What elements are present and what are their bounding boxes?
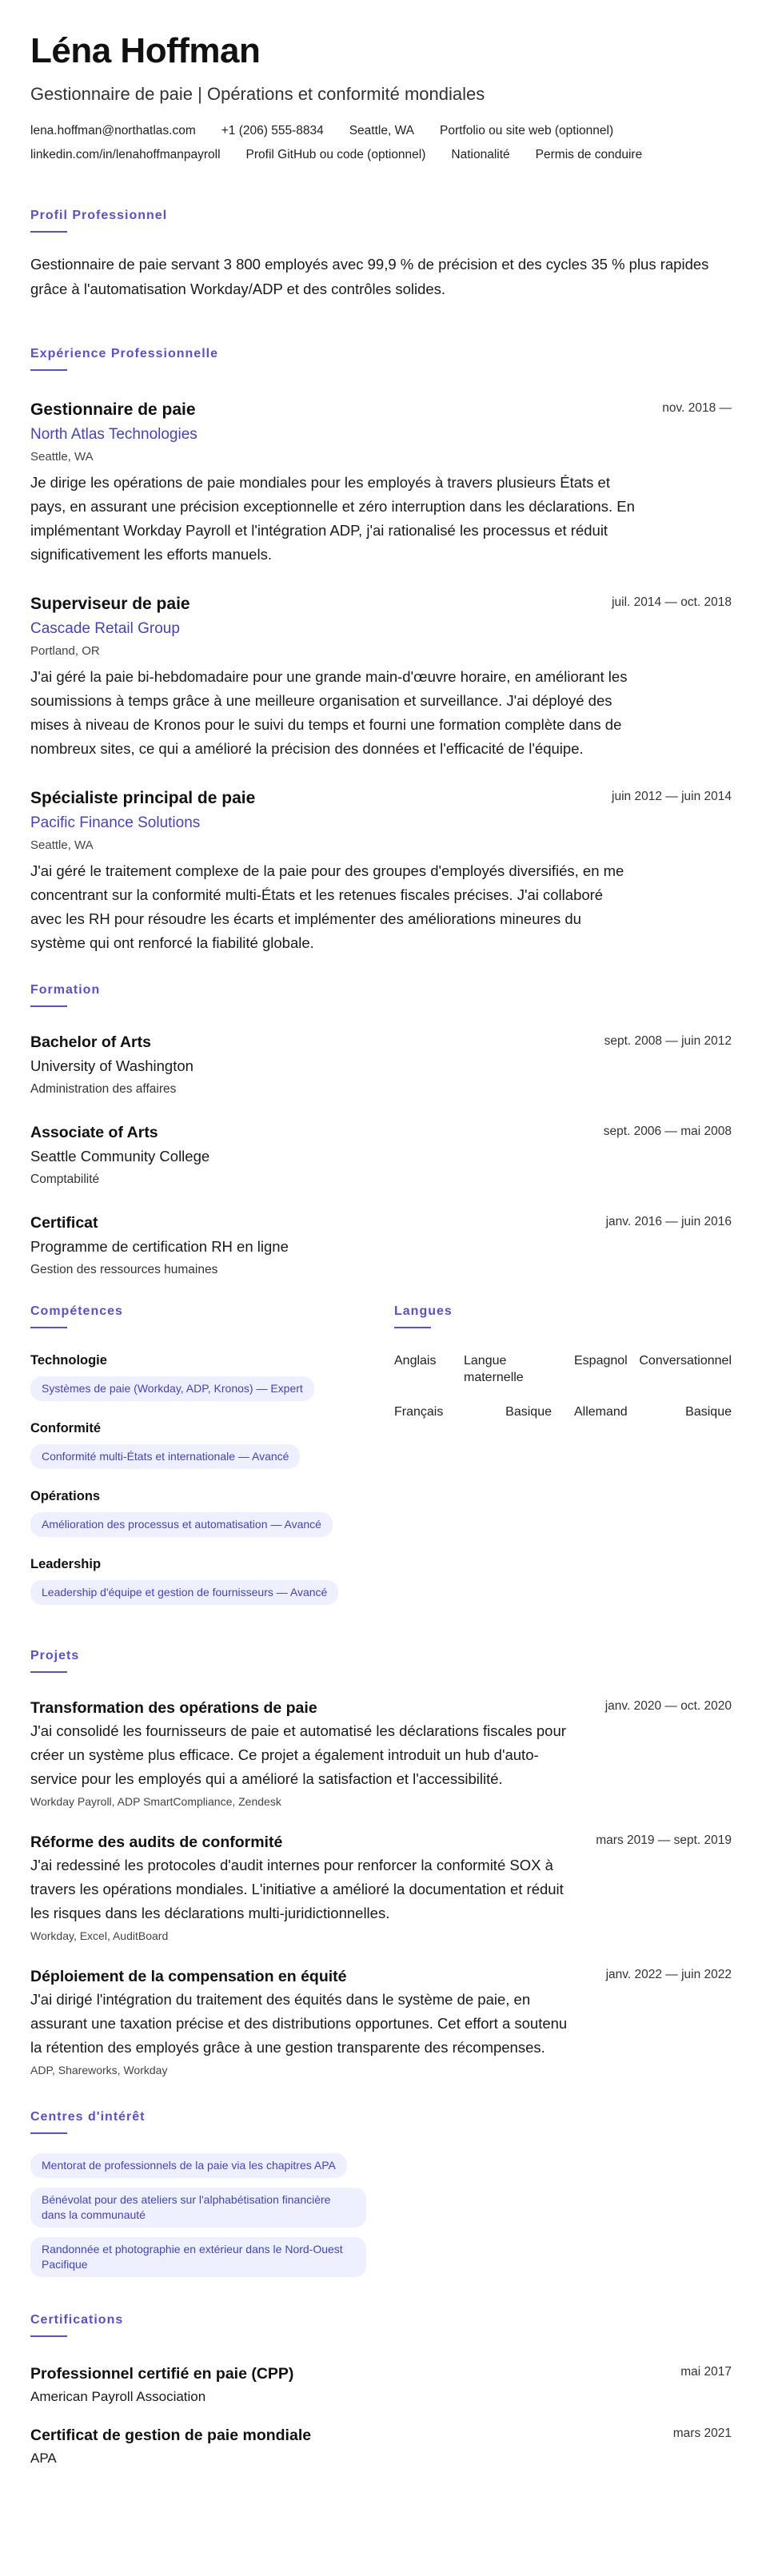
- education-dates: janv. 2016 — juin 2016: [605, 1215, 732, 1228]
- project-item: [30, 1698, 732, 1809]
- job-description: J'ai géré le traitement complexe de la paie pour des groupes d'employés diversifiés, en me concentrant sur la conformité multi-États et les retenues fiscales précises. J'ai collaboré avec les RH pour résoudre les écarts et implémenter des améliorations mineures du système qui ont renforcé la fiabilité globale.: [30, 862, 624, 951]
- education-dates: sept. 2006 — mai 2008: [603, 1125, 732, 1138]
- project-technologies: ADP, Shareworks, Workday: [30, 2064, 168, 2076]
- section-title: Compétences: [30, 1304, 123, 1318]
- job-location: Portland, OR: [30, 644, 100, 658]
- project-technologies: Workday, Excel, AuditBoard: [30, 1929, 169, 1942]
- skill-tag: Conformité multi-États et internationale — Avancé: [30, 1444, 300, 1469]
- contact-driving-license: Permis de conduire: [535, 148, 643, 161]
- education-dates: sept. 2008 — juin 2012: [604, 1034, 732, 1048]
- certification-date: mai 2017: [680, 2365, 732, 2379]
- section-divider: [30, 1671, 67, 1673]
- certification-issuer: APA: [30, 2451, 57, 2466]
- language-item: [574, 1403, 732, 1420]
- skills-languages-row: [30, 1304, 732, 1624]
- language-level: Basique: [685, 1405, 732, 1419]
- school-name: Programme de certification RH en ligne: [30, 1238, 289, 1255]
- skill-category: Opérations: [30, 1489, 101, 1503]
- interest-tag: Mentorat de professionnels de la paie via les chapitres APA: [30, 2153, 347, 2178]
- project-description: J'ai consolidé les fournisseurs de paie et automatisé les déclarations fiscales pour créer un système plus efficace. Ce projet a également introduit un hub d'auto-service pour les employés qui a amélioré la satisfaction et l'accessibilité.: [30, 1722, 566, 1787]
- education-item: [30, 1213, 732, 1278]
- skill-tag: Systèmes de paie (Workday, ADP, Kronos) — Expert: [30, 1376, 314, 1401]
- language-level: Basique: [505, 1405, 552, 1419]
- job-location: Seattle, WA: [30, 838, 94, 852]
- certification-name: Professionnel certifié en paie (CPP): [30, 2365, 294, 2383]
- contact-list: [30, 123, 732, 163]
- candidate-headline: Gestionnaire de paie | Opérations et conformité mondiales: [30, 84, 485, 104]
- job-dates: juin 2012 — juin 2014: [612, 790, 732, 803]
- candidate-name: Léna Hoffman: [30, 31, 261, 70]
- company-name[interactable]: North Atlas Technologies: [30, 426, 197, 443]
- job-title: Gestionnaire de paie: [30, 400, 196, 419]
- contact-email[interactable]: lena.hoffman@northatlas.com: [30, 124, 196, 137]
- section-title: Langues: [394, 1304, 453, 1318]
- project-dates: janv. 2022 — juin 2022: [605, 1968, 732, 1981]
- section-divider: [30, 369, 67, 371]
- section-title: Projets: [30, 1649, 80, 1662]
- certification-item: [30, 2426, 732, 2467]
- language-item: [394, 1352, 552, 1386]
- project-name: Déploiement de la compensation en équité: [30, 1968, 347, 1985]
- skill-category: Technologie: [30, 1353, 107, 1368]
- interests-section: [30, 2109, 732, 2277]
- field-of-study: Comptabilité: [30, 1173, 100, 1186]
- project-description: J'ai redessiné les protocoles d'audit internes pour renforcer la conformité SOX à travers les opérations mondiales. L'initiative a amélioré la documentation et réduit les risques dans les déclarations multi-juridictionnelles.: [30, 1857, 564, 1921]
- education-item: [30, 1123, 732, 1188]
- language-name: Anglais: [394, 1354, 437, 1368]
- contact-github[interactable]: Profil GitHub ou code (optionnel): [245, 148, 426, 161]
- section-title: Expérience Professionnelle: [30, 347, 218, 360]
- school-name: Seattle Community College: [30, 1148, 210, 1165]
- education-item: [30, 1033, 732, 1097]
- skill-group: [30, 1352, 394, 1401]
- project-name: Réforme des audits de conformité: [30, 1833, 283, 1851]
- language-name: Espagnol: [574, 1354, 628, 1368]
- job-dates: juil. 2014 — oct. 2018: [612, 595, 732, 609]
- language-item: [574, 1352, 732, 1386]
- experience-item: [30, 400, 732, 567]
- language-level: Conversationnel: [639, 1354, 732, 1368]
- field-of-study: Administration des affaires: [30, 1082, 177, 1096]
- skill-tag: Amélioration des processus et automatisation — Avancé: [30, 1512, 333, 1537]
- project-item: [30, 1833, 732, 1943]
- project-dates: mars 2019 — sept. 2019: [596, 1833, 732, 1847]
- contact-phone[interactable]: +1 (206) 555-8834: [221, 124, 324, 137]
- skill-group: [30, 1420, 394, 1469]
- company-name[interactable]: Pacific Finance Solutions: [30, 814, 201, 831]
- contact-nationality: Nationalité: [451, 148, 510, 161]
- degree: Certificat: [30, 1214, 98, 1232]
- section-divider: [30, 2132, 67, 2134]
- degree: Associate of Arts: [30, 1124, 158, 1141]
- language-level: Langue maternelle: [464, 1354, 524, 1384]
- job-description: Je dirige les opérations de paie mondiales pour les employés à travers plusieurs États et pays, en assurant une précision exceptionnelle et zéro interruption dans les déclarations. En implémentant Workday Payroll et l'intégration ADP, j'ai rationalisé les processus et réduit significativement les efforts manuels.: [30, 474, 635, 563]
- profile-summary: Gestionnaire de paie servant 3 800 employés avec 99,9 % de précision et des cycles 35 % plus rapides grâce à l'automatisation Workday/ADP et des contrôles solides.: [30, 256, 709, 297]
- experience-section: [30, 346, 732, 955]
- section-title: Certifications: [30, 2313, 124, 2327]
- skill-group: [30, 1556, 394, 1605]
- degree: Bachelor of Arts: [30, 1033, 151, 1051]
- job-dates: nov. 2018 —: [662, 401, 732, 415]
- languages-section: [394, 1304, 732, 1624]
- job-location: Seattle, WA: [30, 450, 94, 464]
- project-dates: janv. 2020 — oct. 2020: [604, 1699, 732, 1713]
- resume-header: [30, 30, 732, 163]
- skills-section: [30, 1304, 394, 1624]
- skill-category: Conformité: [30, 1421, 101, 1435]
- project-technologies: Workday Payroll, ADP SmartCompliance, Zendesk: [30, 1795, 281, 1808]
- projects-section: [30, 1648, 732, 2077]
- job-title: Superviseur de paie: [30, 595, 190, 613]
- experience-item: [30, 788, 732, 955]
- school-name: University of Washington: [30, 1057, 193, 1074]
- interest-tag: Randonnée et photographie en extérieur dans le Nord-Ouest Pacifique: [30, 2237, 366, 2277]
- project-description: J'ai dirigé l'intégration du traitement des équités dans le système de paie, en assurant une taxation précise et des distributions opportunes. Cet effort a soutenu la rétention des employés grâce à une gestion transparente des récompenses.: [30, 1991, 568, 2056]
- profile-section: [30, 208, 732, 301]
- job-description: J'ai géré la paie bi-hebdomadaire pour une grande main-d'œuvre horaire, en améliorant les soumissions à temps grâce à une meilleure organisation et surveillance. J'ai déployé des mises à niveau de Kronos pour le suivi du temps et fourni une formation complète dans de nombreux sites, ce qui a amélioré la précision des données et l'efficacité de l'équipe.: [30, 668, 628, 757]
- section-divider: [30, 1005, 67, 1007]
- project-name: Transformation des opérations de paie: [30, 1699, 317, 1717]
- language-name: Allemand: [574, 1405, 628, 1419]
- job-title: Spécialiste principal de paie: [30, 789, 256, 807]
- section-divider: [30, 231, 67, 233]
- language-name: Français: [394, 1405, 444, 1419]
- certification-name: Certificat de gestion de paie mondiale: [30, 2427, 312, 2444]
- section-divider: [394, 1327, 431, 1328]
- section-title: Profil Professionnel: [30, 209, 168, 222]
- contact-linkedin[interactable]: linkedin.com/in/lenahoffmanpayroll: [30, 148, 221, 161]
- section-title: Centres d'intérêt: [30, 2110, 146, 2124]
- certification-issuer: American Payroll Association: [30, 2389, 206, 2404]
- skill-category: Leadership: [30, 1557, 102, 1571]
- section-divider: [30, 2335, 67, 2337]
- project-item: [30, 1967, 732, 2077]
- interest-tag: Bénévolat pour des ateliers sur l'alphabétisation financière dans la communauté: [30, 2188, 366, 2228]
- certification-date: mars 2021: [672, 2427, 732, 2440]
- contact-location: Seattle, WA: [349, 124, 414, 137]
- experience-item: [30, 594, 732, 761]
- education-section: [30, 982, 732, 1278]
- section-divider: [30, 1327, 67, 1328]
- language-item: [394, 1403, 552, 1420]
- skill-tag: Leadership d'équipe et gestion de fournisseurs — Avancé: [30, 1580, 338, 1605]
- skill-group: [30, 1488, 394, 1537]
- contact-portfolio[interactable]: Portfolio ou site web (optionnel): [439, 124, 614, 137]
- section-title: Formation: [30, 983, 101, 997]
- company-name[interactable]: Cascade Retail Group: [30, 620, 180, 637]
- certification-item: [30, 2364, 732, 2405]
- field-of-study: Gestion des ressources humaines: [30, 1263, 218, 1276]
- certifications-section: [30, 2312, 732, 2467]
